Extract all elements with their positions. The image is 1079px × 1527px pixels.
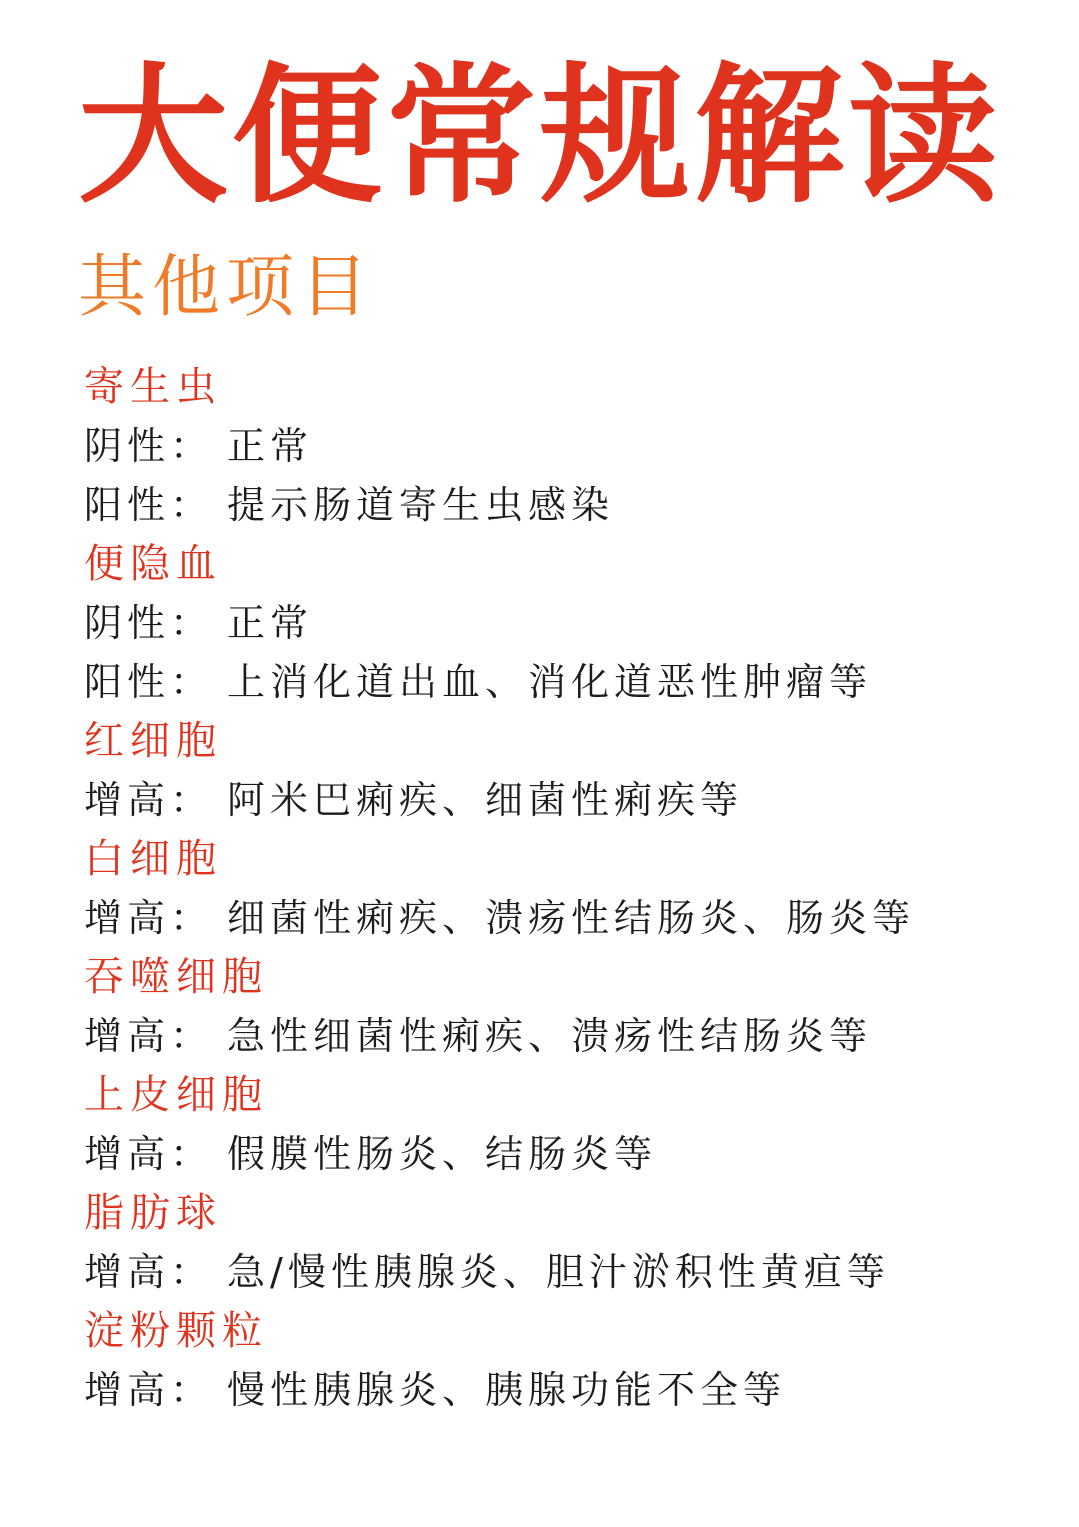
line-text: 细菌性痢疾、溃疡性结肠炎、肠炎等: [227, 896, 916, 940]
line-separator: ：: [170, 1014, 214, 1058]
item-heading: 红细胞: [84, 718, 222, 764]
line-separator: ：: [170, 1132, 214, 1176]
item-heading: 吞噬细胞: [84, 954, 268, 1000]
line-text: 急性细菌性痢疾、溃疡性结肠炎等: [227, 1014, 873, 1058]
line-text: 阿米巴痢疾、细菌性痢疾等: [227, 778, 744, 822]
list-item: [84, 1184, 1044, 1302]
item-line: [84, 653, 1044, 712]
item-heading: 淀粉颗粒: [84, 1308, 268, 1354]
section-title: 其他项目: [78, 248, 375, 327]
line-label: 增高: [84, 896, 171, 940]
list-item: [84, 712, 1044, 830]
line-text: 上消化道出血、消化道恶性肿瘤等: [227, 660, 873, 704]
line-separator: ：: [170, 1250, 214, 1294]
list-item: [84, 948, 1044, 1066]
item-line: [84, 417, 1044, 476]
line-separator: ：: [170, 660, 214, 704]
item-line: [84, 1361, 1044, 1420]
item-heading: 上皮细胞: [84, 1072, 268, 1118]
line-label: 增高: [84, 1250, 171, 1294]
line-text: 提示肠道寄生虫感染: [227, 483, 615, 527]
line-text: 正常: [227, 601, 314, 645]
line-label: 阴性: [84, 601, 171, 645]
line-label: 阴性: [84, 424, 171, 468]
item-heading: 白细胞: [84, 836, 222, 882]
line-label: 阳性: [84, 660, 171, 704]
line-separator: ：: [170, 896, 214, 940]
item-heading: 寄生虫: [84, 364, 222, 410]
item-line: [84, 771, 1044, 830]
item-heading: 便隐血: [84, 541, 222, 587]
item-line: [84, 1243, 1044, 1302]
line-separator: ：: [170, 424, 214, 468]
item-line: [84, 1125, 1044, 1184]
page-title: 大便常规解读: [78, 50, 1003, 224]
line-separator: ：: [170, 601, 214, 645]
line-label: 增高: [84, 1368, 171, 1412]
list-item: [84, 1066, 1044, 1184]
item-heading: 脂肪球: [84, 1190, 222, 1236]
item-line: [84, 476, 1044, 535]
line-text: 正常: [227, 424, 314, 468]
line-separator: ：: [170, 483, 214, 527]
items-list: [84, 358, 1044, 1420]
list-item: [84, 830, 1044, 948]
item-line: [84, 594, 1044, 653]
item-line: [84, 889, 1044, 948]
line-text: 急/慢性胰腺炎、胆汁淤积性黄疸等: [227, 1250, 890, 1294]
line-text: 慢性胰腺炎、胰腺功能不全等: [227, 1368, 787, 1412]
line-label: 阳性: [84, 483, 171, 527]
line-separator: ：: [170, 778, 214, 822]
list-item: [84, 358, 1044, 535]
line-separator: ：: [170, 1368, 214, 1412]
line-label: 增高: [84, 1132, 171, 1176]
list-item: [84, 1302, 1044, 1420]
list-item: [84, 535, 1044, 712]
item-line: [84, 1007, 1044, 1066]
line-text: 假膜性肠炎、结肠炎等: [227, 1132, 658, 1176]
line-label: 增高: [84, 1014, 171, 1058]
line-label: 增高: [84, 778, 171, 822]
